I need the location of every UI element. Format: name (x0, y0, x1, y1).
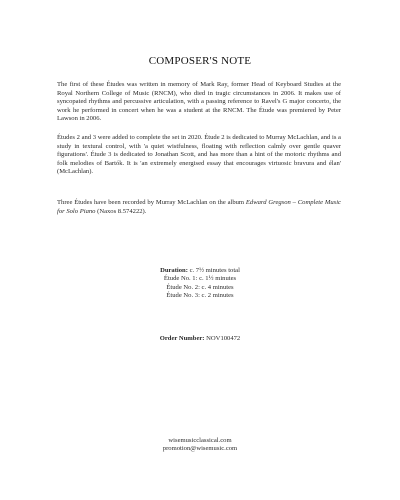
page-title: COMPOSER'S NOTE (148, 55, 252, 67)
duration-label: Duration: (160, 267, 188, 274)
order-number-line (0, 335, 400, 343)
paragraph-recording (57, 199, 341, 216)
paragraph-etude-1: The first of these Études was written in memory of Mark Ray, former Head of Keyboard Studies at the Royal Northern College of Music (RNCM), who died in tragic circumstances in 2006. It makes use of syncopated rhythms and percussive articulation, with a passing reference to Ravel's G major concerto, the work he performed in concert when he was a student at the RNCM. The Étude was premiered by Peter Lawson in 2006. (57, 81, 341, 123)
paragraph-etudes-2-3: Études 2 and 3 were added to complete the set in 2020. Étude 2 is dedicated to Murray McLachlan, and is a study in textural control, with 'a quiet wistfulness, floating with reflection calmly over gentle quaver figurations'. Étude 3 is dedicated to Jonathan Scott, and has more than a hint of the motoric rhythms and folk melodies of Bartók. It is 'an extremely energised essay that encourages virtuosic bravura and élan' (McLachlan). (57, 134, 341, 176)
order-number-value: NOV100472 (206, 335, 241, 342)
album-title: Edward Gregson – Complete Music for Solo Piano (57, 199, 341, 215)
website-link[interactable]: wisemusicclassical.com (168, 437, 232, 444)
duration-etude-3: Étude No. 3: c. 2 minutes (166, 291, 234, 299)
duration-etude-2: Étude No. 2: c. 4 minutes (166, 283, 234, 291)
contact-block (0, 437, 400, 454)
order-number-label: Order Number: (159, 335, 205, 342)
email-link[interactable]: promotion@wisemusic.com (162, 445, 238, 453)
recording-text-start: Three Études have been recorded by Murray McLachlan on the album (57, 199, 246, 206)
duration-block (0, 267, 400, 300)
recording-text-end: (Naxos 8.574222). (95, 207, 147, 215)
duration-etude-1: Étude No. 1: c. 1½ minutes (163, 275, 237, 283)
duration-total: c. 7½ minutes total (189, 267, 240, 274)
